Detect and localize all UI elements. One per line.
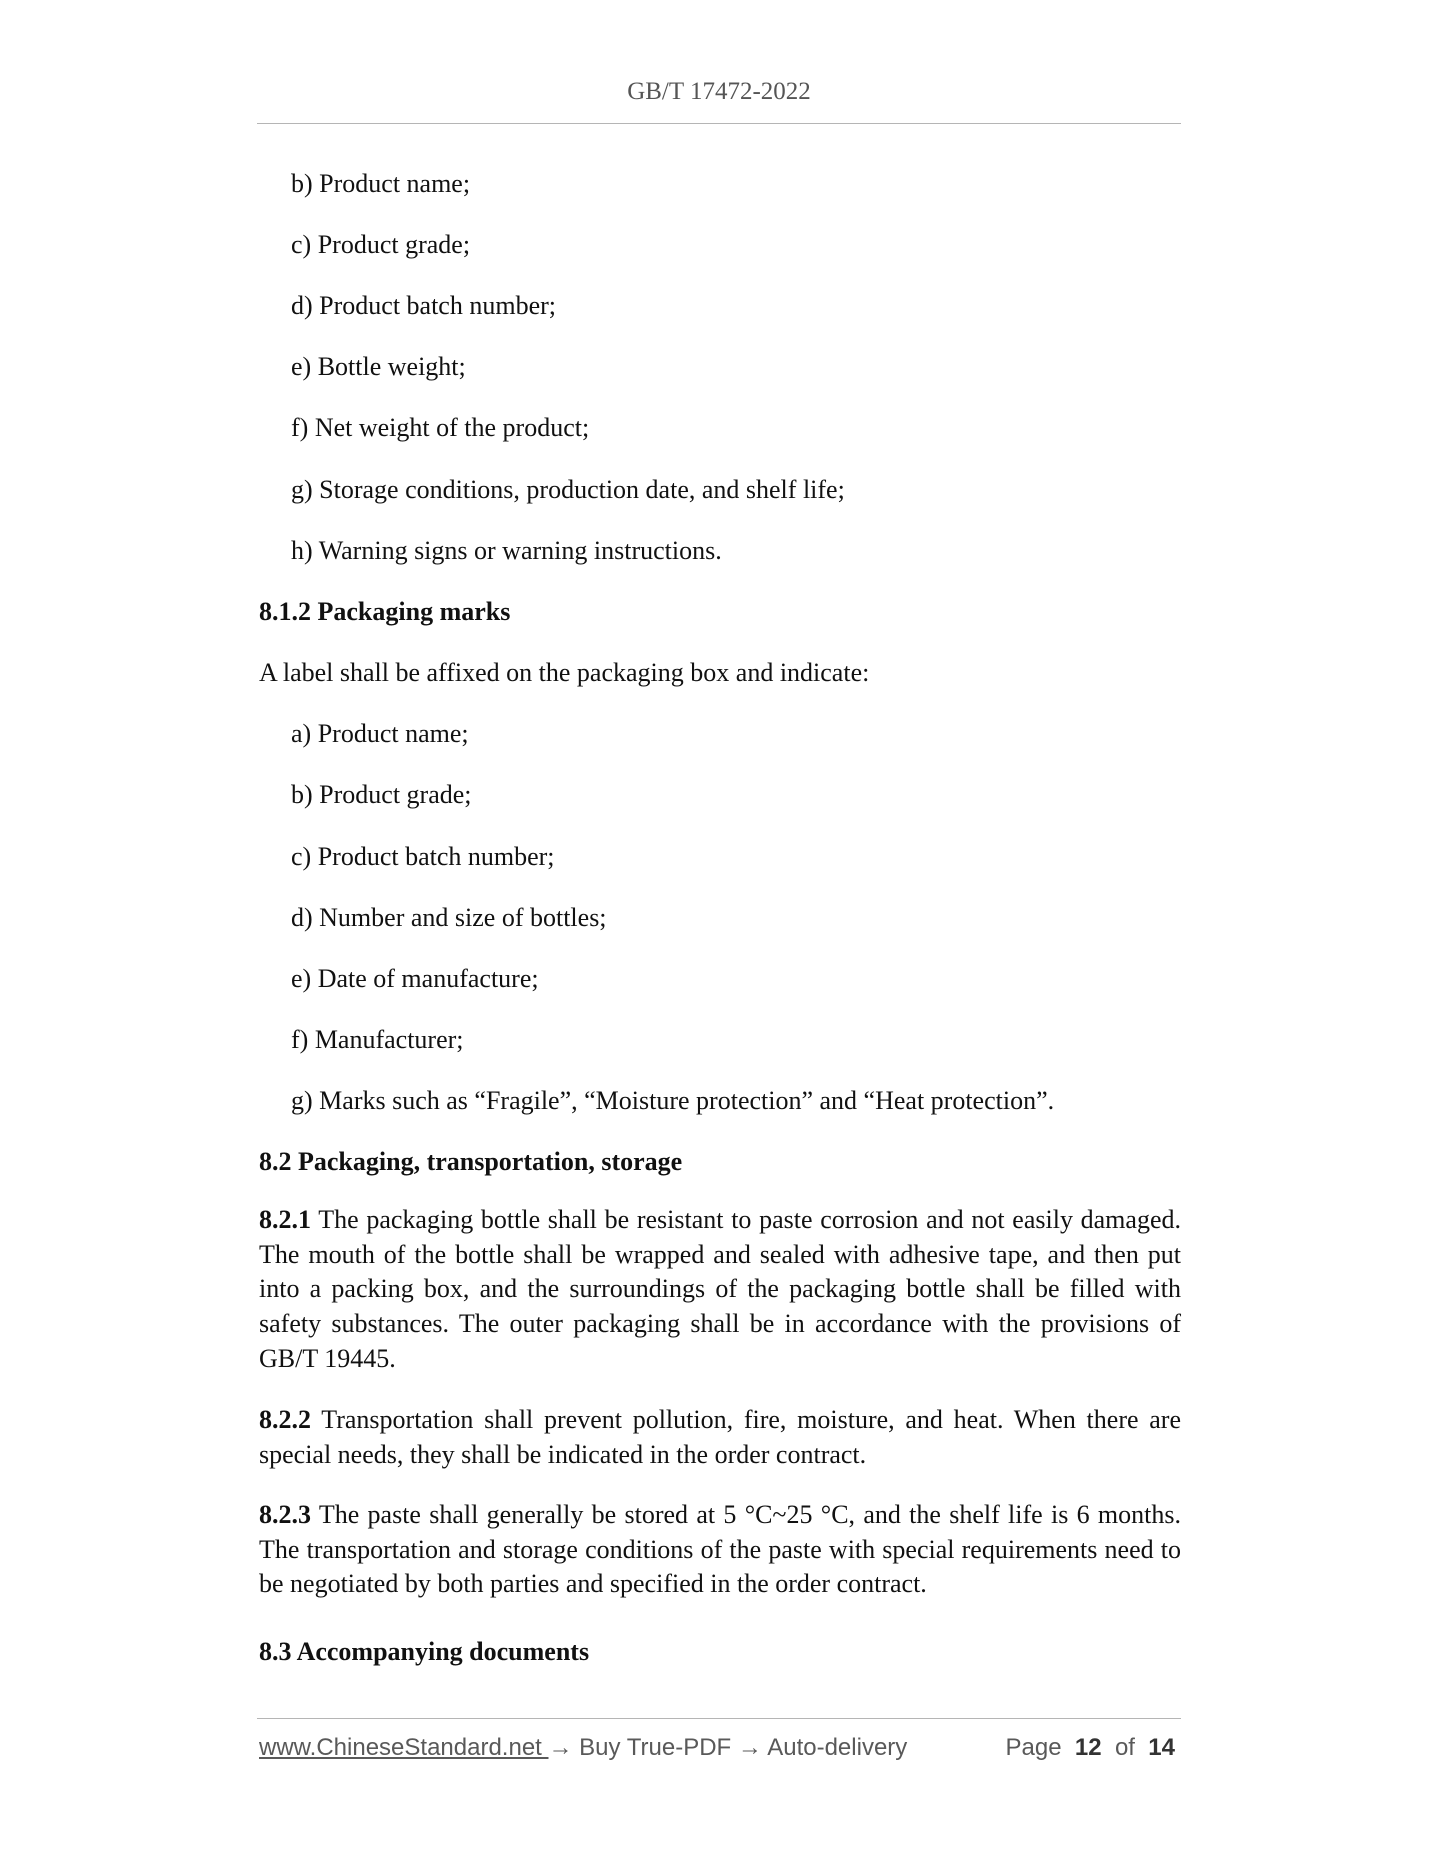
clause-number: 8.2.2 [259,1405,311,1434]
paragraph-text: Transportation shall prevent pollution, fire, moisture, and heat. When there are special needs, they shall be indicated in the order contract. [259,1405,1181,1469]
paragraph-8-2-2 [259,1403,1181,1472]
current-page-number: 12 [1074,1734,1102,1761]
list-item: g) Storage conditions, production date, and shelf life; [291,475,845,504]
paragraph-8-2-3 [259,1498,1181,1602]
page-indicator [1005,1734,1175,1762]
list-item: e) Bottle weight; [291,352,466,381]
list-item: a) Product name; [291,719,469,748]
page-footer [259,1734,1181,1768]
list-item: c) Product batch number; [291,842,555,871]
list-item: b) Product grade; [291,780,472,809]
paragraph-8-2-1 [259,1203,1181,1377]
list-item: g) Marks such as “Fragile”, “Moisture protection” and “Heat protection”. [291,1086,1055,1115]
section-heading-8-2: 8.2 Packaging, transportation, storage [259,1147,683,1176]
footer-divider [257,1718,1181,1719]
paragraph-text: The paste shall generally be stored at 5 °C~25 °C, and the shelf life is 6 months. The transportation and storage conditions of the paste with special requirements need to be negotiated by both parties and specified in the order contract. [259,1500,1181,1599]
document-code-header: GB/T 17472-2022 [627,78,811,105]
list-item: f) Net weight of the product; [291,413,590,442]
clause-number: 8.2.1 [259,1205,311,1234]
list-item: d) Number and size of bottles; [291,903,607,932]
header-divider [257,123,1181,124]
section-intro: A label shall be affixed on the packaging box and indicate: [259,658,870,687]
list-item: b) Product name; [291,169,471,198]
list-item: f) Manufacturer; [291,1025,464,1054]
total-page-number: 14 [1148,1734,1175,1761]
buy-pdf-text: Buy True-PDF [572,1734,738,1761]
arrow-right-icon: → [548,1734,573,1761]
website-link[interactable]: www.ChineseStandard.net [259,1734,549,1761]
page-label: Page [1005,1734,1062,1761]
list-item: d) Product batch number; [291,291,556,320]
list-item: h) Warning signs or warning instructions. [291,536,722,565]
section-heading-8-1-2: 8.1.2 Packaging marks [259,597,511,626]
arrow-right-icon: → [737,1734,762,1761]
clause-number: 8.2.3 [259,1500,311,1529]
list-item: e) Date of manufacture; [291,964,539,993]
paragraph-text: The packaging bottle shall be resistant to paste corrosion and not easily damaged. The mouth of the bottle shall be wrapped and sealed with adhesive tape, and then put into a packing box, and the surroundings of the packaging bottle shall be filled with safety substances. The outer packaging shall be in accordance with the provisions of GB/T 19445. [259,1205,1181,1373]
of-label: of [1114,1734,1135,1761]
list-item: c) Product grade; [291,230,471,259]
footer-promo [259,1734,907,1762]
auto-delivery-text: Auto-delivery [761,1734,908,1761]
section-heading-8-3: 8.3 Accompanying documents [259,1637,590,1666]
